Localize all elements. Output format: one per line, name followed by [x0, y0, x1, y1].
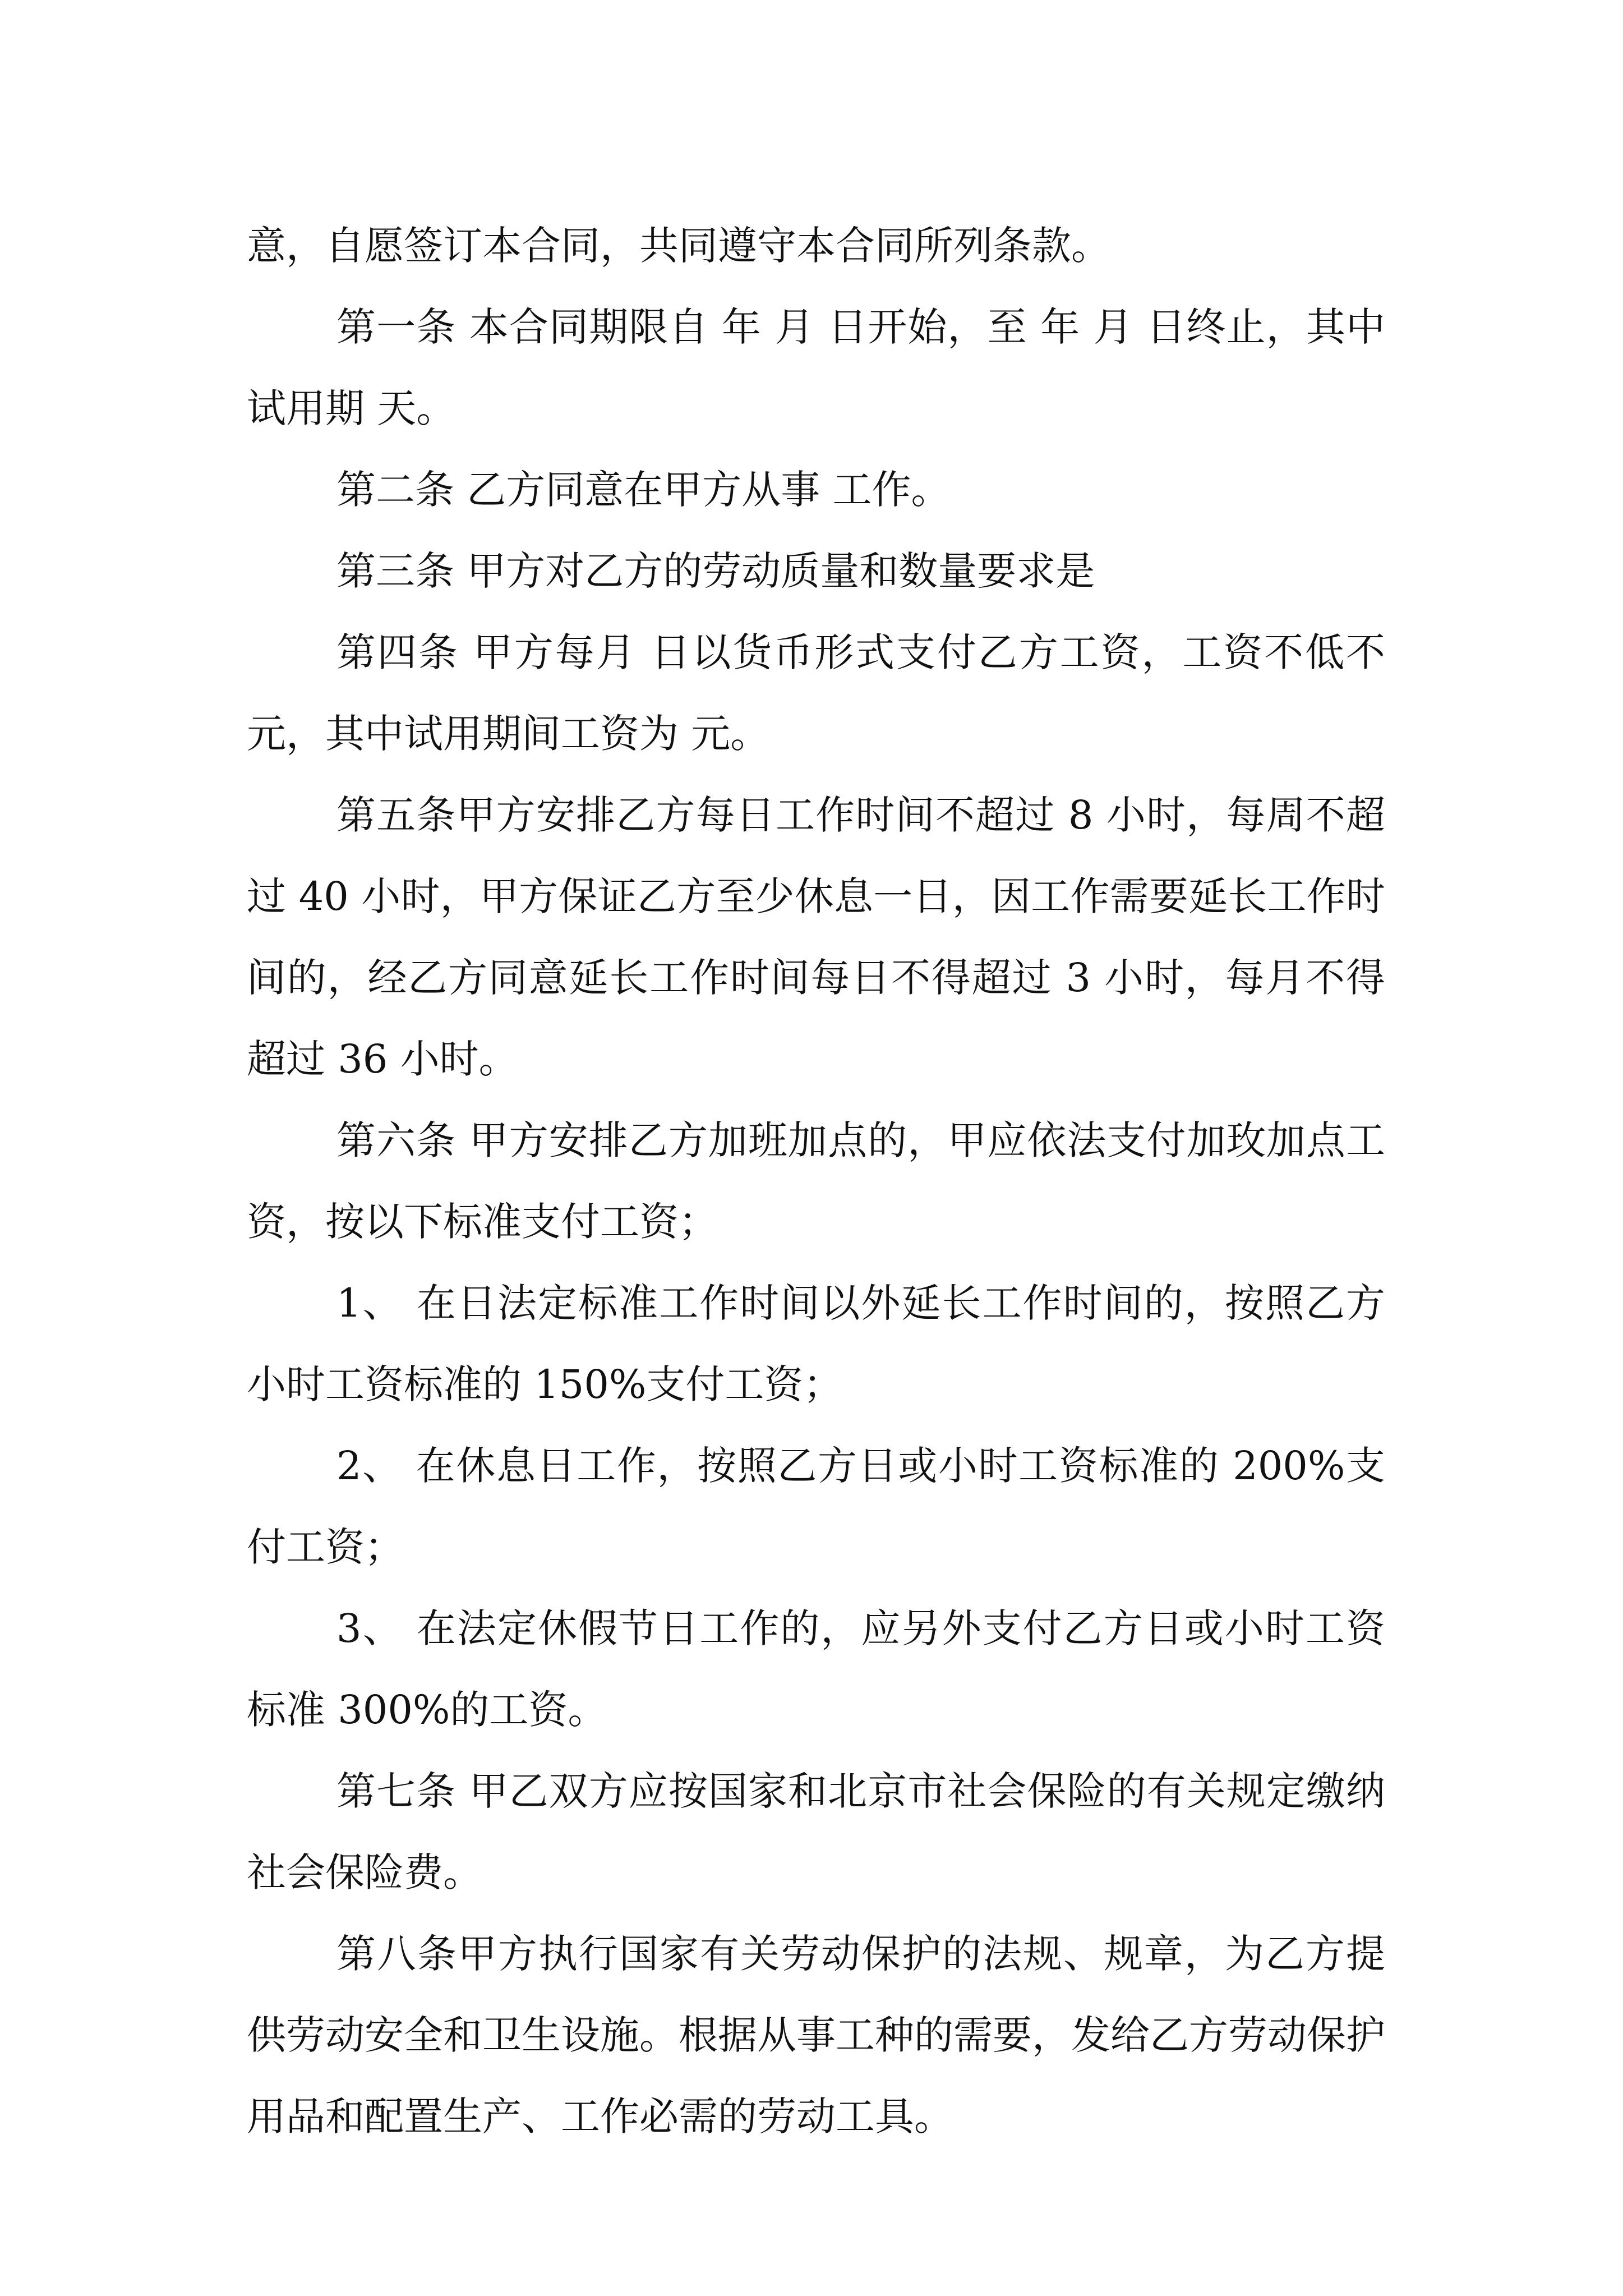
list-item-3: 3、 在法定休假节日工作的，应另外支付乙方日或小时工资标准 300%的工资。	[247, 1605, 1385, 1733]
contract-body	[247, 205, 1385, 2157]
paragraph-continuation: 意，自愿签订本合同，共同遵守本合同所列条款。	[247, 223, 1110, 269]
paragraph-article-6: 第六条 甲方安排乙方加班加点的，甲应依法支付加玫加点工资，按以下标准支付工资；	[247, 1117, 1385, 1245]
paragraph-article-8: 第八条甲方执行国家有关劳动保护的法规、规章，为乙方提供劳动安全和卫生设施。根据从事工种的需要，发给乙方劳动保护用品和配置生产、工作必需的劳动工具。	[247, 1931, 1385, 2139]
paragraph-article-3: 第三条 甲方对乙方的劳动质量和数量要求是	[336, 548, 1095, 594]
list-item-2: 2、 在休息日工作，按照乙方日或小时工资标准的 200%支付工资；	[247, 1443, 1385, 1570]
paragraph-article-5: 第五条甲方安排乙方每日工作时间不超过 8 小时，每周不超过 40 小时，甲方保证乙方至少休息一日，因工作需要延长工作时间的，经乙方同意延长工作时间每日不得超过 3 小时，每月不得超过 36 小时。	[247, 792, 1385, 1082]
paragraph-article-7: 第七条 甲乙双方应按国家和北京市社会保险的有关规定缴纳社会保险费。	[247, 1768, 1385, 1895]
paragraph-article-1: 第一条 本合同期限自 年 月 日开始，至 年 月 日终止，其中试用期 天。	[247, 304, 1385, 431]
paragraph-article-2: 第二条 乙方同意在甲方从事 工作。	[336, 467, 951, 513]
paragraph-article-4: 第四条 甲方每月 日以货币形式支付乙方工资，工资不低不 元，其中试用期间工资为 元。	[247, 629, 1385, 757]
list-item-1: 1、 在日法定标准工作时间以外延长工作时间的，按照乙方小时工资标准的 150%支付工资；	[247, 1280, 1385, 1407]
